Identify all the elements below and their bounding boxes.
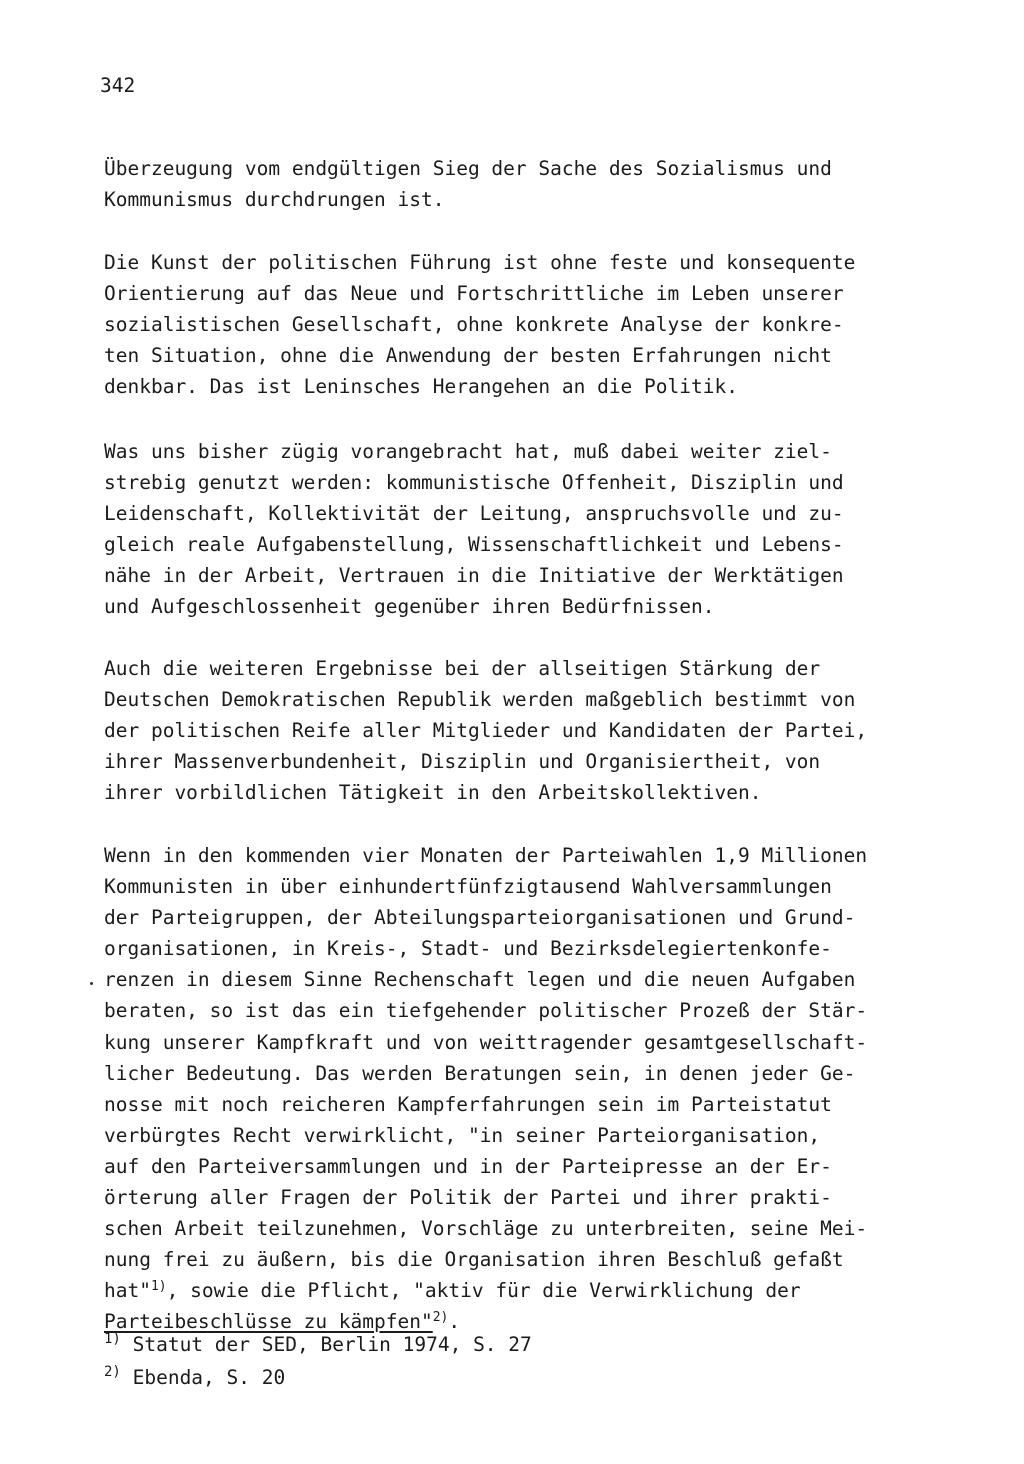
footnote-2: [104, 1361, 804, 1394]
text-line: gleich reale Aufgabenstellung, Wissenschaftlichkeit und Lebens-: [104, 533, 844, 557]
text-line: strebig genutzt werden: kommunistische Offenheit, Disziplin und: [104, 471, 844, 495]
text-line: beraten, so ist das ein tiefgehender politischer Prozeß der Stär-: [104, 999, 868, 1023]
text-line: denkbar. Das ist Leninsches Herangehen an die Politik.: [104, 375, 738, 399]
footnote-text: Statut der SED, Berlin 1974, S. 27: [132, 1333, 532, 1356]
footnote-marker: 2): [104, 1364, 121, 1380]
text-segment: hat": [104, 1279, 151, 1303]
text-segment: , sowie die Pflicht, "aktiv für die Verwirklichung der: [166, 1279, 801, 1303]
paragraph-3: [104, 436, 934, 623]
text-line: kung unserer Kampfkraft und von weittragender gesamtgesellschaft-: [104, 1030, 868, 1054]
text-line: örterung aller Fragen der Politik der Partei und ihrer prakti-: [104, 1186, 832, 1210]
text-line: der Parteigruppen, der Abteilungsparteiorganisationen und Grund-: [104, 906, 856, 930]
footnote-reference: 1): [150, 1279, 167, 1295]
text-line: nung frei zu äußern, bis die Organisation ihren Beschluß gefaßt: [104, 1248, 844, 1272]
footnote-text: Ebenda, S. 20: [132, 1366, 286, 1389]
paragraph-5: [104, 840, 934, 1338]
text-line: organisationen, in Kreis-, Stadt- und Bezirksdelegiertenkonfe-: [104, 937, 832, 961]
text-line: Leidenschaft, Kollektivität der Leitung, anspruchsvolle und zu-: [104, 502, 844, 526]
text-line: Kommunismus durchdrungen ist.: [104, 188, 445, 212]
text-line: nosse mit noch reicheren Kampferfahrungen sein im Parteistatut: [104, 1092, 832, 1116]
paragraph-1: [104, 153, 934, 215]
text-line: Was uns bisher zügig vorangebracht hat, muß dabei weiter ziel-: [104, 440, 832, 463]
text-line: der politischen Reife aller Mitglieder und Kandidaten der Partei,: [104, 719, 868, 743]
text-segment: Parteibeschlüsse zu kämpfen": [104, 1310, 433, 1334]
text-line: nähe in der Arbeit, Vertrauen in die Initiative der Werktätigen: [104, 564, 844, 588]
paragraph-2: [104, 247, 934, 402]
text-line: schen Arbeit teilzunehmen, Vorschläge zu unterbreiten, seine Mei-: [104, 1217, 868, 1241]
page-number: 342: [100, 74, 136, 97]
text-line: Überzeugung vom endgültigen Sieg der Sache des Sozialismus und: [104, 157, 832, 180]
text-line: und Aufgeschlossenheit gegenüber ihren Bedürfnissen.: [104, 595, 715, 619]
text-line: ihrer vorbildlichen Tätigkeit in den Arbeitskollektiven.: [104, 781, 762, 805]
text-line: ten Situation, ohne die Anwendung der besten Erfahrungen nicht: [104, 344, 832, 368]
text-line: sozialistischen Gesellschaft, ohne konkrete Analyse der konkre-: [104, 313, 844, 337]
footnote-1: [104, 1328, 804, 1361]
text-line: renzen in diesem Sinne Rechenschaft legen und die neuen Aufgaben: [104, 968, 856, 992]
text-line: ihrer Massenverbundenheit, Disziplin und Organisiertheit, von: [104, 750, 821, 774]
text-line: Deutschen Demokratischen Republik werden maßgeblich bestimmt von: [104, 688, 856, 712]
text-segment: .: [448, 1310, 461, 1334]
scan-speck: [90, 982, 93, 985]
text-line: auf den Parteiversammlungen und in der Parteipresse an der Er-: [104, 1154, 832, 1178]
footnote-reference: 2): [432, 1310, 449, 1326]
text-line: Die Kunst der politischen Führung ist ohne feste und konsequente: [104, 251, 856, 274]
text-line: verbürgtes Recht verwirklicht, "in seiner Parteiorganisation,: [104, 1123, 821, 1147]
paragraph-4: [104, 653, 934, 808]
text-line-with-footnote-ref: [104, 1275, 934, 1306]
text-line: Kommunisten in über einhundertfünfzigtausend Wahlversammlungen: [104, 875, 832, 899]
footnotes: [104, 1328, 804, 1394]
text-line: Auch die weiteren Ergebnisse bei der allseitigen Stärkung der: [104, 657, 821, 680]
text-line: Orientierung auf das Neue und Fortschrittliche im Leben unserer: [104, 282, 844, 306]
text-line: Wenn in den kommenden vier Monaten der Parteiwahlen 1,9 Millionen: [104, 844, 868, 867]
footnote-marker: 1): [104, 1331, 121, 1347]
text-line: licher Bedeutung. Das werden Beratungen sein, in denen jeder Ge-: [104, 1061, 856, 1085]
